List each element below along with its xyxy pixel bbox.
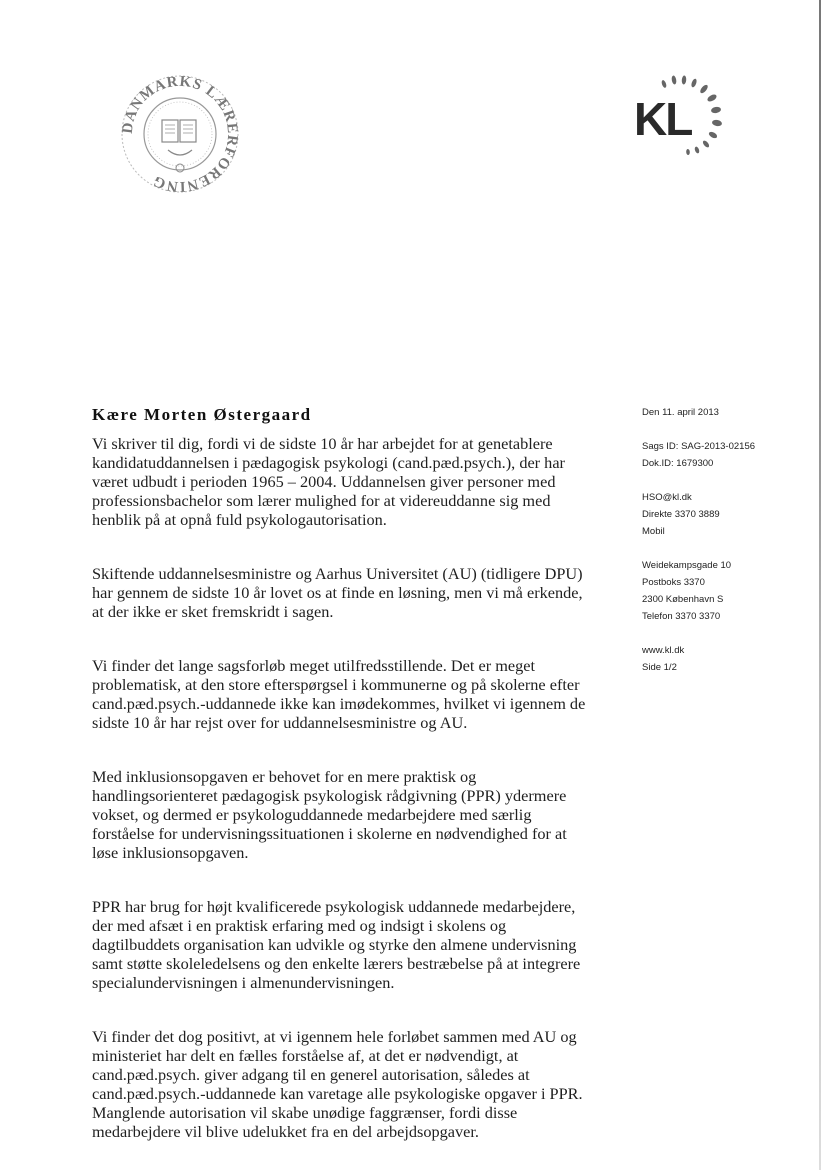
- text-line: været udbudt i perioden 1965 – 2004. Uddannelsen giver personer med: [92, 472, 556, 491]
- web-block: [642, 642, 812, 676]
- text-line: Vi finder det lange sagsforløb meget utilfredsstillende. Det er meget: [92, 656, 535, 675]
- text-line: professionsbachelor som lærer mulighed for at videreuddanne sig med: [92, 491, 551, 510]
- text-line: forståelse for undervisningssituationen i skolerne en nødvendighed for at: [92, 824, 567, 843]
- text-line: Vi finder det dog positivt, at vi igennem hele forløbet sammen med AU og: [92, 1027, 577, 1046]
- contact-direct: Direkte 3370 3889: [642, 509, 720, 520]
- letter-sidebar: [642, 404, 812, 693]
- page-number: Side 1/2: [642, 662, 677, 673]
- text-line: har gennem de sidste 10 år lovet os at finde en løsning, men vi må erkende,: [92, 583, 583, 602]
- text-line: specialundervisningen i almenundervisningen.: [92, 973, 395, 992]
- address-street: Weidekampsgade 10: [642, 560, 732, 571]
- kl-logo: [620, 72, 740, 162]
- text-line: PPR har brug for højt kvalificerede psykologisk uddannede medarbejdere,: [92, 897, 576, 916]
- address-phone: Telefon 3370 3370: [642, 611, 721, 622]
- text-line: samt støtte skoleledelsens og den enkelte lærers bestræbelse på at integrere: [92, 954, 581, 973]
- case-id: Sags ID: SAG-2013-02156: [642, 441, 756, 452]
- reference-block: [642, 438, 812, 472]
- contact-email: HSO@kl.dk: [642, 492, 692, 503]
- date-block: [642, 404, 812, 421]
- kl-logo-text: KL: [634, 93, 692, 145]
- text-line: vokset, og dermed er psykologuddannede medarbejdere med særlig: [92, 805, 532, 824]
- text-line: sidste 10 år har rejst over for uddannelsesministre og AU.: [92, 713, 468, 732]
- address-city: 2300 København S: [642, 594, 724, 605]
- text-line: dagtilbuddets organisation kan udvikle og styrke den almene undervisning: [92, 935, 577, 954]
- letter-greeting: Kære Morten Østergaard: [92, 405, 312, 424]
- text-line: Skiftende uddannelsesministre og Aarhus Universitet (AU) (tidligere DPU): [92, 564, 583, 583]
- paragraph: [92, 564, 612, 621]
- letter-body: [92, 434, 612, 1176]
- text-line: cand.pæd.psych.-uddannede ikke kan imødekommes, hvilket vi igennem de: [92, 694, 586, 713]
- seal-emblem-icon: [118, 72, 242, 196]
- paragraph: [92, 1027, 612, 1141]
- text-line: handlingsorienteret pædagogisk psykologisk rådgivning (PPR) ydermere: [92, 786, 567, 805]
- text-line: Med inklusionsopgaven er behovet for en mere praktisk og: [92, 767, 477, 786]
- text-line: at der ikke er sket fremskridt i sagen.: [92, 602, 334, 621]
- text-line: cand.pæd.psych.-uddannede kan varetage alle psykologiske opgaver i PPR.: [92, 1084, 583, 1103]
- text-line: der med afsæt i en praktisk erfaring med og indsigt i skolens og: [92, 916, 507, 935]
- page-edge: [819, 0, 821, 1170]
- contact-mobile: Mobil: [642, 526, 665, 537]
- paragraph: [92, 656, 612, 732]
- paragraph: [92, 897, 612, 992]
- text-line: medarbejdere vil blive udelukket fra en del arbejdsopgaver.: [92, 1122, 479, 1141]
- website: www.kl.dk: [642, 645, 685, 656]
- text-line: henblik på at opnå fuld psykologautorisation.: [92, 510, 387, 529]
- doc-id: Dok.ID: 1679300: [642, 458, 714, 469]
- danmarks-laererforening-seal: [118, 72, 242, 196]
- text-line: problematisk, at den store efterspørgsel i kommunerne og på skolerne efter: [92, 675, 580, 694]
- seal-text: DANMARKS LÆRERFORENING: [119, 73, 241, 195]
- text-line: Manglende autorisation vil skabe unødige faggrænser, fordi disse: [92, 1103, 518, 1122]
- address-block: [642, 557, 812, 625]
- text-line: løse inklusionsopgaven.: [92, 843, 249, 862]
- address-pobox: Postboks 3370: [642, 577, 705, 588]
- contact-block: [642, 489, 812, 540]
- paragraph: [92, 767, 612, 862]
- letter-date: Den 11. april 2013: [642, 407, 719, 418]
- text-line: cand.pæd.psych. giver adgang til en generel autorisation, således at: [92, 1065, 530, 1084]
- text-line: ministeriet har delt en fælles forståelse af, at det er nødvendigt, at: [92, 1046, 519, 1065]
- text-line: kandidatuddannelsen i pædagogisk psykologi (cand.pæd.psych.), der har: [92, 453, 565, 472]
- paragraph: [92, 434, 612, 529]
- text-line: Vi skriver til dig, fordi vi de sidste 10 år har arbejdet for at genetablere: [92, 434, 553, 453]
